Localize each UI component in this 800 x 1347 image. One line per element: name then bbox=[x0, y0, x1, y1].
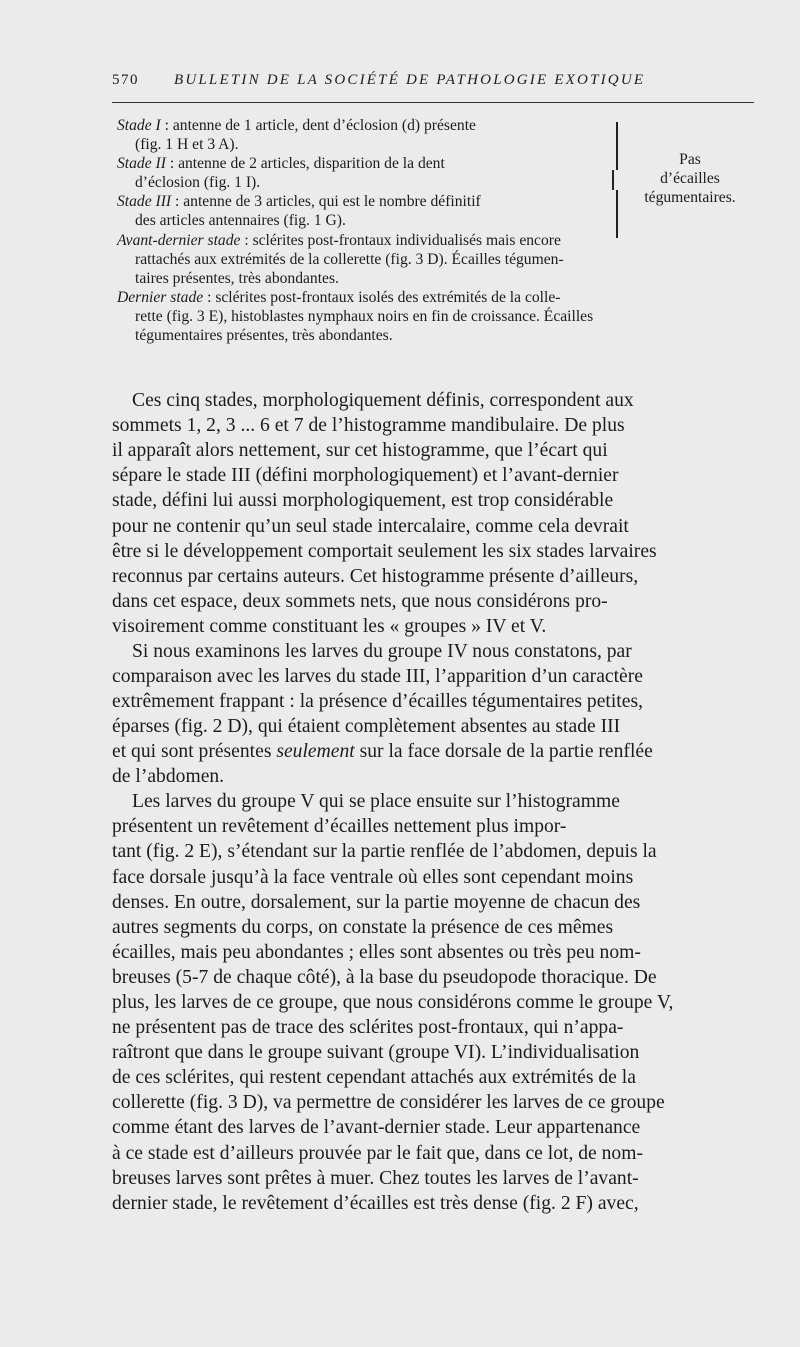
body-line: extrêmement frappant : la présence d’écailles tégumentaires petites, bbox=[112, 691, 643, 712]
body-line: Les larves du groupe V qui se place ensuite sur l’histogramme bbox=[132, 791, 620, 812]
body-line: sommets 1, 2, 3 ... 6 et 7 de l’histogramme mandibulaire. De plus bbox=[112, 415, 625, 436]
body-line: ne présentent pas de trace des sclérites post-frontaux, qui n’appa- bbox=[112, 1017, 624, 1038]
body-line: stade, défini lui aussi morphologiquement, est trop considérable bbox=[112, 490, 614, 511]
page-number: 570 bbox=[112, 72, 139, 88]
body-line: breuses larves sont prêtes à muer. Chez toutes les larves de l’avant- bbox=[112, 1168, 639, 1189]
body-line: reconnus par certains auteurs. Cet histogramme présente d’ailleurs, bbox=[112, 566, 639, 587]
body-line: collerette (fig. 3 D), va permettre de considérer les larves de ce groupe bbox=[112, 1092, 665, 1113]
dernier-line-3: tégumentaires présentes, très abondantes. bbox=[135, 327, 393, 344]
stage-1-line-1: Stade I : antenne de 1 article, dent d’éclosion (d) présente bbox=[117, 117, 476, 134]
journal-title: BULLETIN DE LA SOCIÉTÉ DE PATHOLOGIE EXOTIQUE bbox=[174, 72, 646, 88]
body-line: il apparaît alors nettement, sur cet histogramme, que l’écart qui bbox=[112, 440, 608, 461]
brace-mark bbox=[612, 122, 620, 238]
body-line: dernier stade, le revêtement d’écailles est très dense (fig. 2 F) avec, bbox=[112, 1193, 639, 1214]
body-line: Si nous examinons les larves du groupe IV nous constatons, par bbox=[132, 641, 632, 662]
body-line: tant (fig. 2 E), s’étendant sur la partie renflée de l’abdomen, depuis la bbox=[112, 841, 657, 862]
body-line: comparaison avec les larves du stade III, l’apparition d’un caractère bbox=[112, 666, 643, 687]
body-line: de l’abdomen. bbox=[112, 766, 225, 787]
body-line: denses. En outre, dorsalement, sur la partie moyenne de chacun des bbox=[112, 892, 641, 913]
emphasis-word: seulement bbox=[276, 741, 355, 762]
body-line: breuses (5-7 de chaque côté), à la base du pseudopode thoracique. De bbox=[112, 967, 657, 988]
stage-1-line-2: (fig. 1 H et 3 A). bbox=[135, 136, 239, 153]
body-line: pour ne contenir qu’un seul stade intercalaire, comme cela devrait bbox=[112, 516, 629, 537]
avant-dernier-label: Avant-dernier stade bbox=[117, 232, 241, 249]
stage-1-label: Stade I bbox=[117, 117, 161, 134]
body-line: dans cet espace, deux sommets nets, que nous considérons pro- bbox=[112, 591, 608, 612]
stage-2-line-1: Stade II : antenne de 2 articles, disparition de la dent bbox=[117, 155, 445, 172]
body-line: à ce stade est d’ailleurs prouvée par le fait que, dans ce lot, de nom- bbox=[112, 1143, 643, 1164]
body-line: plus, les larves de ce groupe, que nous considérons comme le groupe V, bbox=[112, 992, 674, 1013]
dernier-line-1: Dernier stade : sclérites post-frontaux isolés des extrémités de la colle- bbox=[117, 289, 561, 306]
body-line: et qui sont présentes seulement sur la face dorsale de la partie renflée bbox=[112, 741, 653, 762]
body-line: Ces cinq stades, morphologiquement définis, correspondent aux bbox=[132, 390, 634, 411]
body-line: autres segments du corps, on constate la présence de ces mêmes bbox=[112, 917, 614, 938]
stage-2-label: Stade II bbox=[117, 155, 166, 172]
body-line: comme étant des larves de l’avant-dernier stade. Leur appartenance bbox=[112, 1117, 641, 1138]
body-line: de ces sclérites, qui restent cependant attachés aux extrémités de la bbox=[112, 1067, 636, 1088]
body-line: être si le développement comportait seulement les six stades larvaires bbox=[112, 541, 657, 562]
stage-3-line-2: des articles antennaires (fig. 1 G). bbox=[135, 212, 346, 229]
body-line: face dorsale jusqu’à la face ventrale où elles sont cependant moins bbox=[112, 867, 634, 888]
header-rule bbox=[112, 102, 754, 103]
dernier-line-2: rette (fig. 3 E), histoblastes nymphaux noirs en fin de croissance. Écailles bbox=[135, 308, 594, 325]
dernier-label: Dernier stade bbox=[117, 289, 204, 306]
body-line: éparses (fig. 2 D), qui étaient complètement absentes au stade III bbox=[112, 716, 621, 737]
avant-dernier-line-1: Avant-dernier stade : sclérites post-frontaux individualisés mais encore bbox=[117, 232, 561, 249]
avant-dernier-line-2: rattachés aux extrémités de la collerette (fig. 3 D). Écailles tégumen- bbox=[135, 251, 564, 268]
stage-2-line-2: d’éclosion (fig. 1 I). bbox=[135, 174, 261, 191]
avant-dernier-line-3: taires présentes, très abondantes. bbox=[135, 270, 339, 287]
body-line: écailles, mais peu abondantes ; elles sont absentes ou très peu nom- bbox=[112, 942, 641, 963]
stage-3-label: Stade III bbox=[117, 193, 172, 210]
body-line: raîtront que dans le groupe suivant (groupe VI). L’individualisation bbox=[112, 1042, 640, 1063]
body-line: présentent un revêtement d’écailles nettement plus impor- bbox=[112, 816, 567, 837]
bracketed-note: Pas d’écailles tégumentaires. bbox=[644, 151, 736, 206]
body-line: visoirement comme constituant les « groupes » IV et V. bbox=[112, 616, 547, 637]
body-line: sépare le stade III (défini morphologiquement) et l’avant-dernier bbox=[112, 465, 619, 486]
stage-3-line-1: Stade III : antenne de 3 articles, qui est le nombre définitif bbox=[117, 193, 481, 210]
